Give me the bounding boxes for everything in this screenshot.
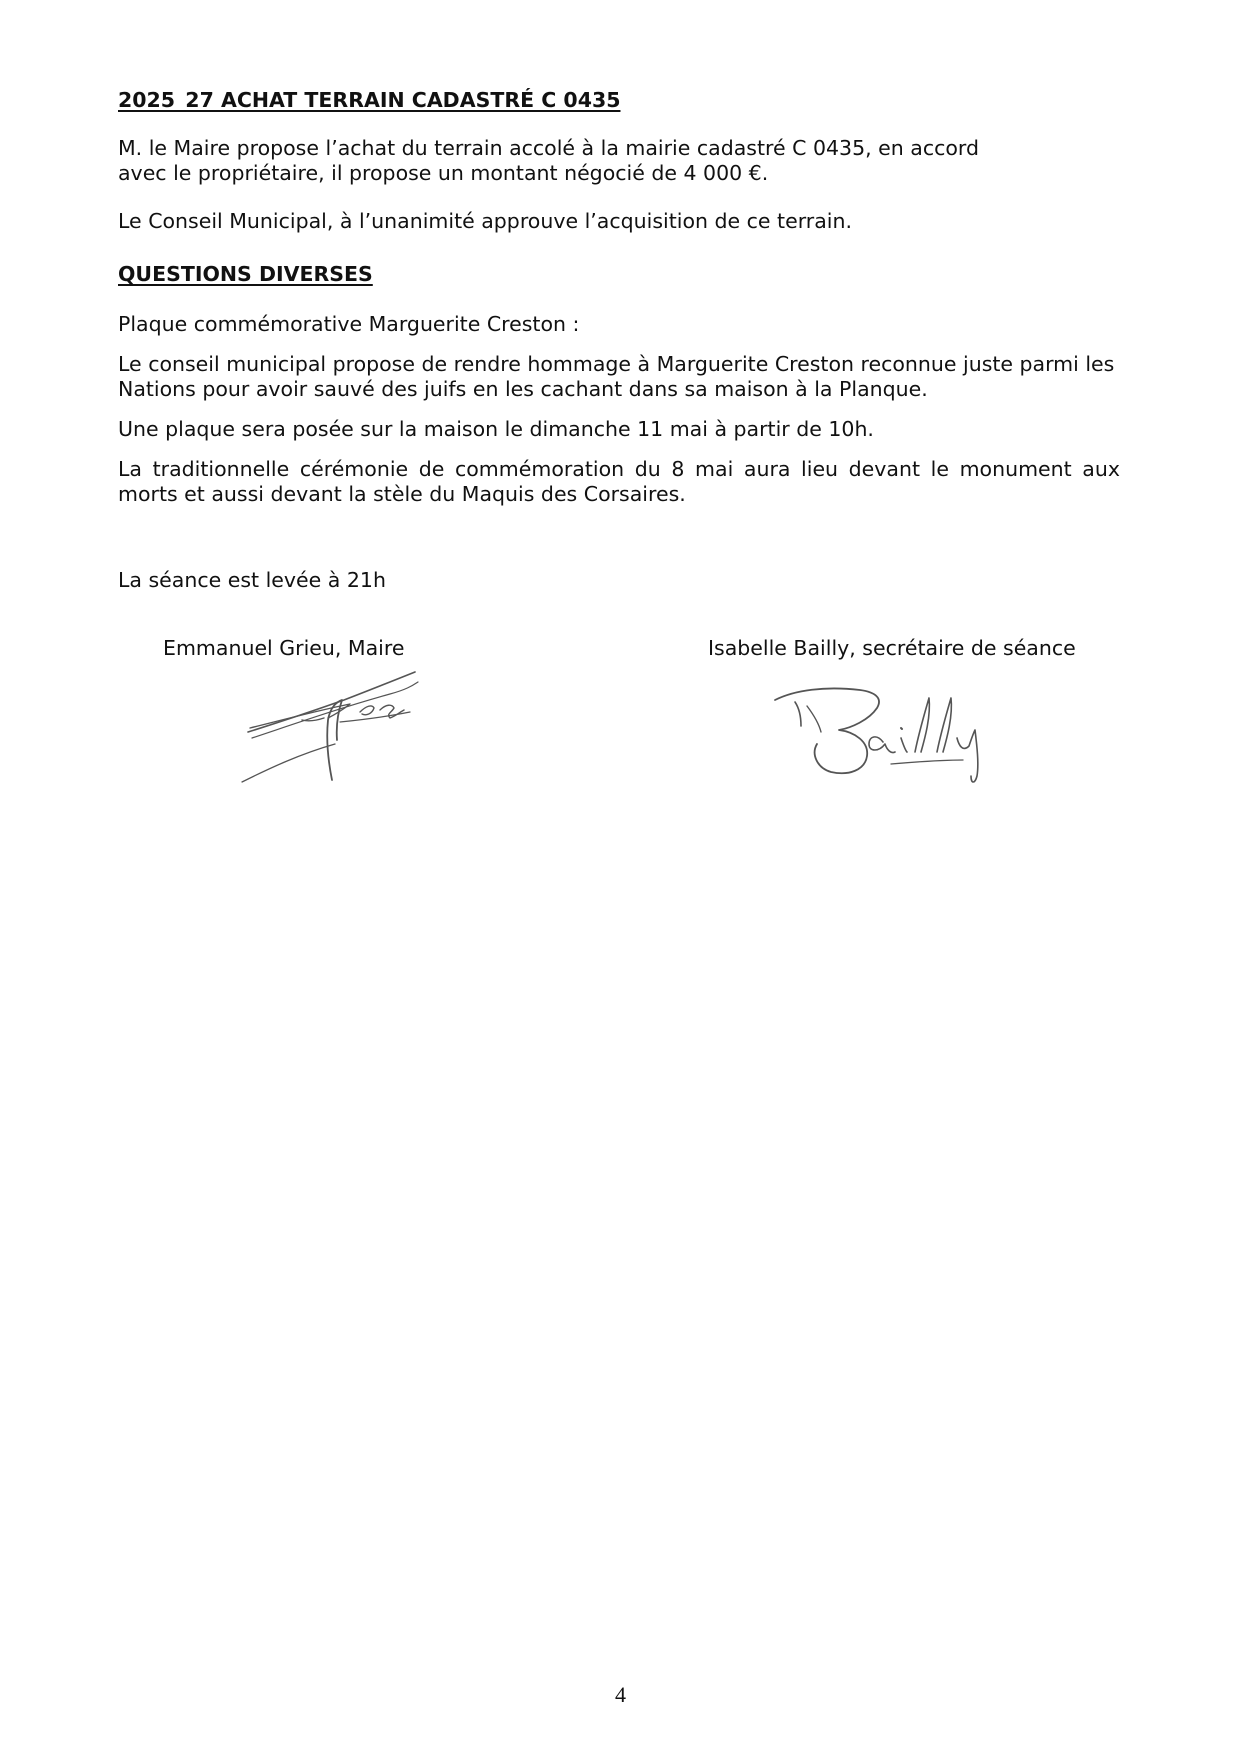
document-body (118, 88, 1120, 507)
paragraph-plaque-title: Plaque commémorative Marguerite Creston : (118, 312, 580, 336)
mayor-signatory-name: Emmanuel Grieu, Maire (163, 636, 405, 660)
paragraph-hommage: Le conseil municipal propose de rendre hommage à Marguerite Creston reconnue juste parmi les Nations pour avoir sauvé des juifs en les cachant dans sa maison à la Planque. (118, 352, 1115, 401)
paragraph-ceremonie: La traditionnelle cérémonie de commémoration du 8 mai aura lieu devant le monument aux morts et aussi devant la stèle du Maquis des Corsaires. (118, 457, 1120, 506)
secretary-signature-drawing (765, 672, 1025, 792)
paragraph-achat-proposal: M. le Maire propose l’achat du terrain accolé à la mairie cadastré C 0435, en accord avec le propriétaire, il propose un montant négocié de 4 000 €. (118, 136, 979, 185)
mayor-signature-drawing (240, 660, 450, 785)
page-number: 4 (615, 1682, 626, 1707)
mayor-signature (240, 660, 450, 785)
closing-statement: La séance est levée à 21h (118, 568, 386, 592)
section-heading-achat-terrain: 2025_27 ACHAT TERRAIN CADASTRÉ C 0435 (118, 88, 621, 112)
paragraph-achat-approval: Le Conseil Municipal, à l’unanimité approuve l’acquisition de ce terrain. (118, 209, 852, 233)
secretary-signature (765, 672, 1025, 792)
section-heading-questions-diverses: QUESTIONS DIVERSES (118, 262, 373, 286)
paragraph-plaque-date: Une plaque sera posée sur la maison le dimanche 11 mai à partir de 10h. (118, 417, 874, 441)
secretary-signatory-name: Isabelle Bailly, secrétaire de séance (708, 636, 1076, 660)
